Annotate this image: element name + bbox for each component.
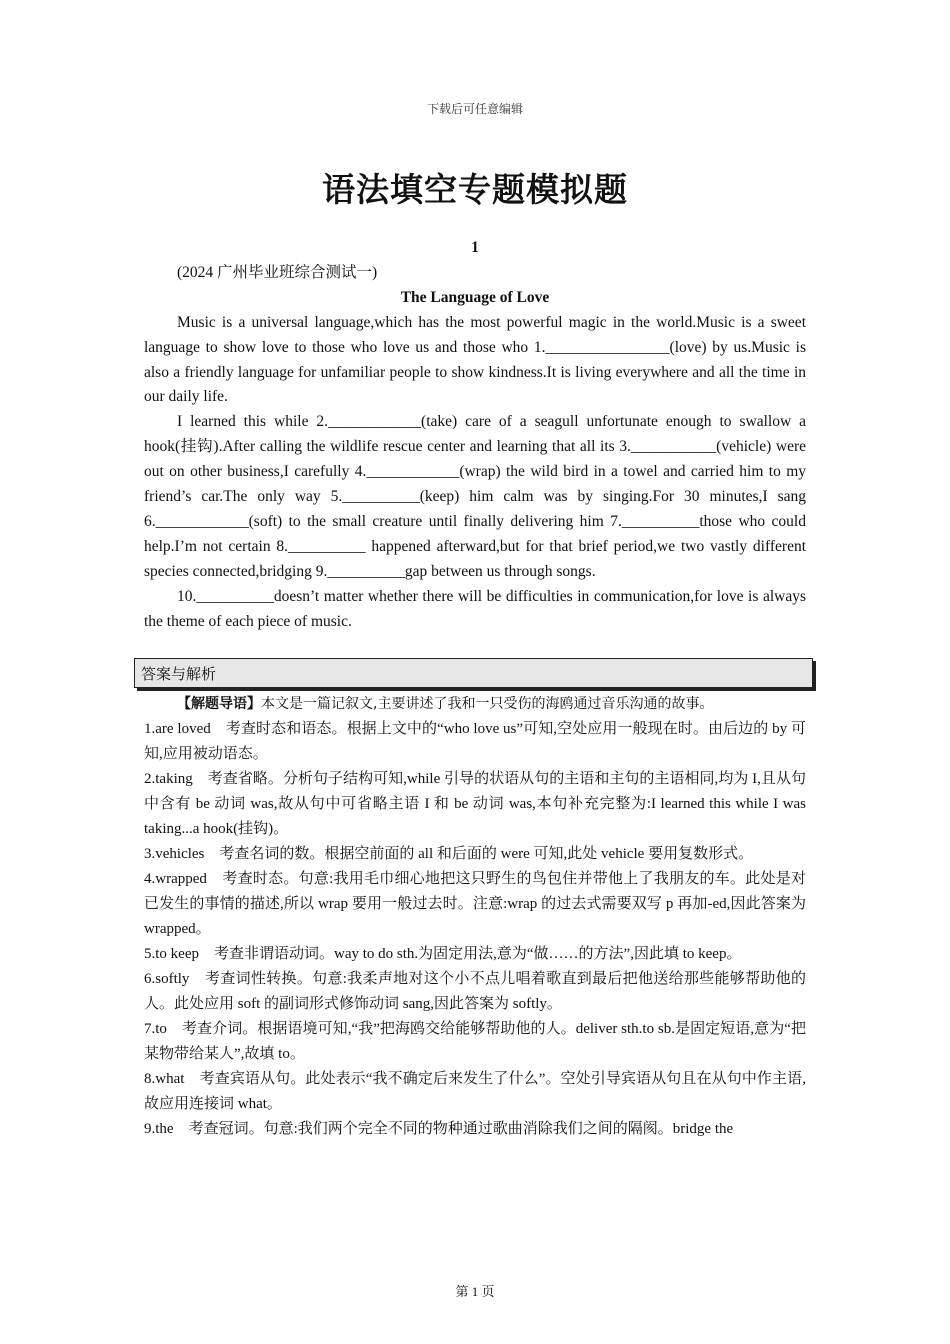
answer-item: 6.softly 考查词性转换。句意:我柔声地对这个小不点儿唱着歌直到最后把他送给那些能够帮助他的人。此处应用 soft 的副词形式修饰动词 sang,因此答案为 softly。 [144, 971, 806, 1012]
guide-text: 本文是一篇记叙文,主要讲述了我和一只受伤的海鸥通过音乐沟通的故事。 [261, 696, 714, 712]
answer-section-heading: 答案与解析 [134, 658, 813, 688]
guide-paragraph [144, 692, 806, 717]
answer-list [144, 692, 806, 1142]
section-number: 1 [471, 239, 479, 256]
passage-block [144, 236, 806, 635]
answer-item: 9.the 考查冠词。句意:我们两个完全不同的物种通过歌曲消除我们之间的隔阂。bridge the [144, 1121, 734, 1137]
passage-title: The Language of Love [400, 288, 550, 306]
answer-item: 7.to 考查介词。根据语境可知,“我”把海鸥交给能够帮助他的人。deliver sth.to sb.是固定短语,意为“把某物带给某人”,故填 to。 [144, 1021, 806, 1062]
passage-paragraph-1: Music is a universal language,which has the most powerful magic in the world.Music is a sweet language to show love to those who love us and those who 1.________________(love) by us.Music is also a friendly language for unfamiliar people to show kindness.It is living everywhere and all the time in our daily life. [144, 313, 806, 406]
page-header-note: 下载后可任意编辑 [426, 102, 523, 116]
source-note: (2024 广州毕业班综合测试一) [177, 263, 378, 281]
answer-item: 3.vehicles 考查名词的数。根据空前面的 all 和后面的 were 可知,此处 vehicle 要用复数形式。 [144, 846, 754, 862]
passage-paragraph-3: 10.__________doesn’t matter whether there will be difficulties in communication,for love is always the theme of each piece of music. [144, 587, 806, 630]
page-number: 第 1 页 [455, 1284, 495, 1299]
answer-item: 2.taking 考查省略。分析句子结构可知,while 引导的状语从句的主语和主句的主语相同,均为 I,且从句中含有 be 动词 was,故从句中可省略主语 I 和 be 动词 was,本句补充完整为:I learned this while I was taking...a hook(挂钩)。 [144, 771, 806, 837]
answer-item: 8.what 考查宾语从句。此处表示“我不确定后来发生了什么”。空处引导宾语从句且在从句中作主语,故应用连接词 what。 [144, 1071, 806, 1112]
answer-item: 4.wrapped 考查时态。句意:我用毛巾细心地把这只野生的鸟包住并带他上了我朋友的车。此处是对已发生的事情的描述,所以 wrap 要用一般过去时。注意:wrap 的过去式需要双写 p 再加-ed,因此答案为 wrapped。 [144, 871, 806, 937]
guide-tag: 【解题导语】 [177, 696, 261, 712]
passage-paragraph-2: I learned this while 2.____________(take) care of a seagull unfortunate enough to swallow a hook(挂钩).After calling the wildlife rescue center and learning that all its 3.___________(vehicle) were out on other business,I carefully 4.____________(wrap) the wild bird in a towel and carried him to my friend’s car.The only way 5.__________(keep) him calm was by singing.For 30 minutes,I sang 6.____________(soft) to the small creature until finally delivering him 7.__________those who could help.I’m not certain 8.__________ happened afterward,but for that brief period,we two vastly different species connected,bridging 9.__________gap between us through songs. [144, 413, 806, 580]
answer-item: 5.to keep 考查非谓语动词。way to do sth.为固定用法,意为“做……的方法”,因此填 to keep。 [144, 946, 742, 962]
answer-item: 1.are loved 考查时态和语态。根据上文中的“who love us”可知,空处应用一般现在时。由后边的 by 可知,应用被动语态。 [144, 721, 806, 762]
page-title: 语法填空专题模拟题 [322, 170, 628, 209]
